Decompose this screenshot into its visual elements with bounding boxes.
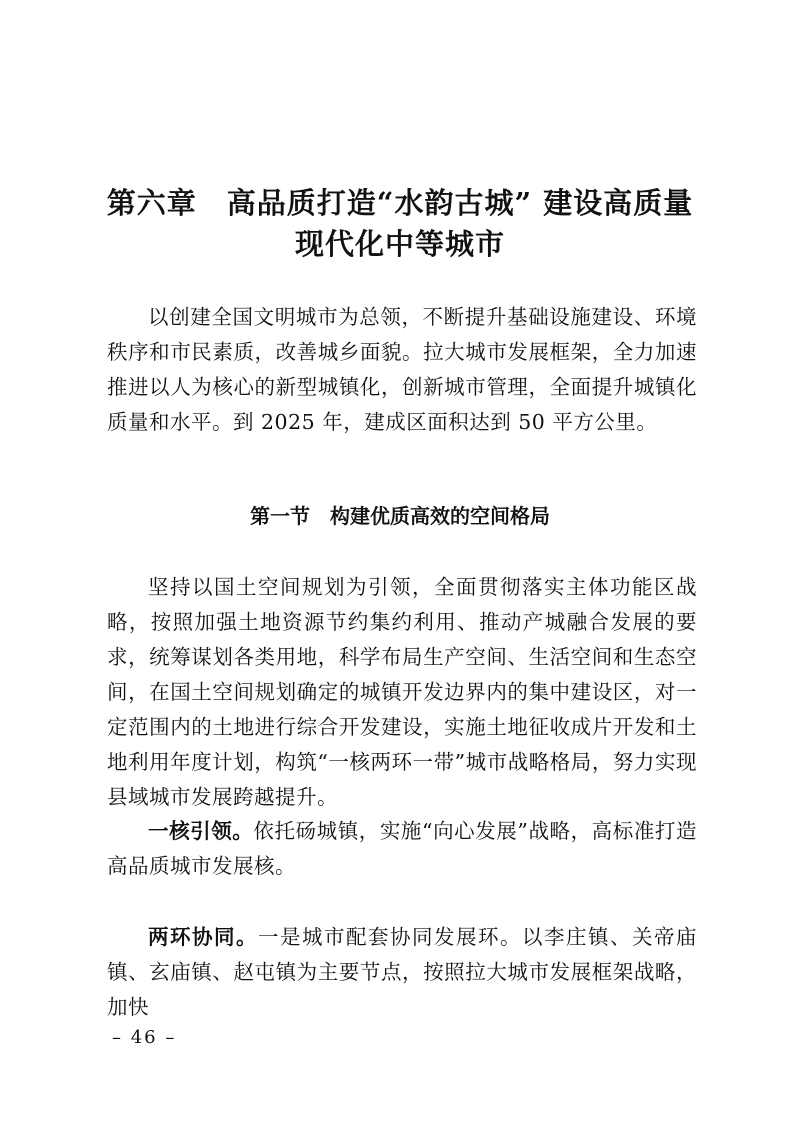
paragraph-lead-two-rings: 两环协同。 xyxy=(148,925,258,949)
body-paragraph-one-core xyxy=(107,814,697,884)
paragraph-text-one-core: 依托砀城镇，实施“向心发展”战略，高标准打造高品质城市发展核。 xyxy=(107,819,697,878)
body-paragraph-spatial-planning: 坚持以国土空间规划为引领，全面贯彻落实主体功能区战略，按照加强土地资源节约集约利用、推动产城融合发展的要求，统筹谋划各类用地，科学布局生产空间、生活空间和生态空间，在国土空间规划确定的城镇开发边界内的集中建设区，对一定范围内的土地进行综合开发建设，实施土地征收成片开发和土地利用年度计划，构筑“一核两环一带”城市战略格局，努力实现县域城市发展跨越提升。 xyxy=(107,575,697,809)
section-title: 第一节 构建优质高效的空间格局 xyxy=(250,504,550,528)
page-number: – 46 – xyxy=(112,1027,177,1048)
chapter-title-line-2: 现代化中等城市 xyxy=(294,227,505,261)
intro-paragraph: 以创建全国文明城市为总领，不断提升基础设施建设、环境秩序和市民素质，改善城乡面貌。拉大城市发展框架，全力加速推进以人为核心的新型城镇化，创新城市管理，全面提升城镇化质量和水平。到 2025 年，建成区面积达到 50 平方公里。 xyxy=(107,305,697,434)
paragraph-lead-one-core: 一核引领。 xyxy=(148,819,254,843)
paragraph-text-two-rings: 一是城市配套协同发展环。以李庄镇、关帝庙镇、玄庙镇、赵屯镇为主要节点，按照拉大城市发展框架战略，加快 xyxy=(107,925,697,1019)
chapter-title-line-1: 第六章 高品质打造“水韵古城” 建设高质量 xyxy=(106,186,694,220)
body-paragraph-two-rings xyxy=(107,920,697,1025)
